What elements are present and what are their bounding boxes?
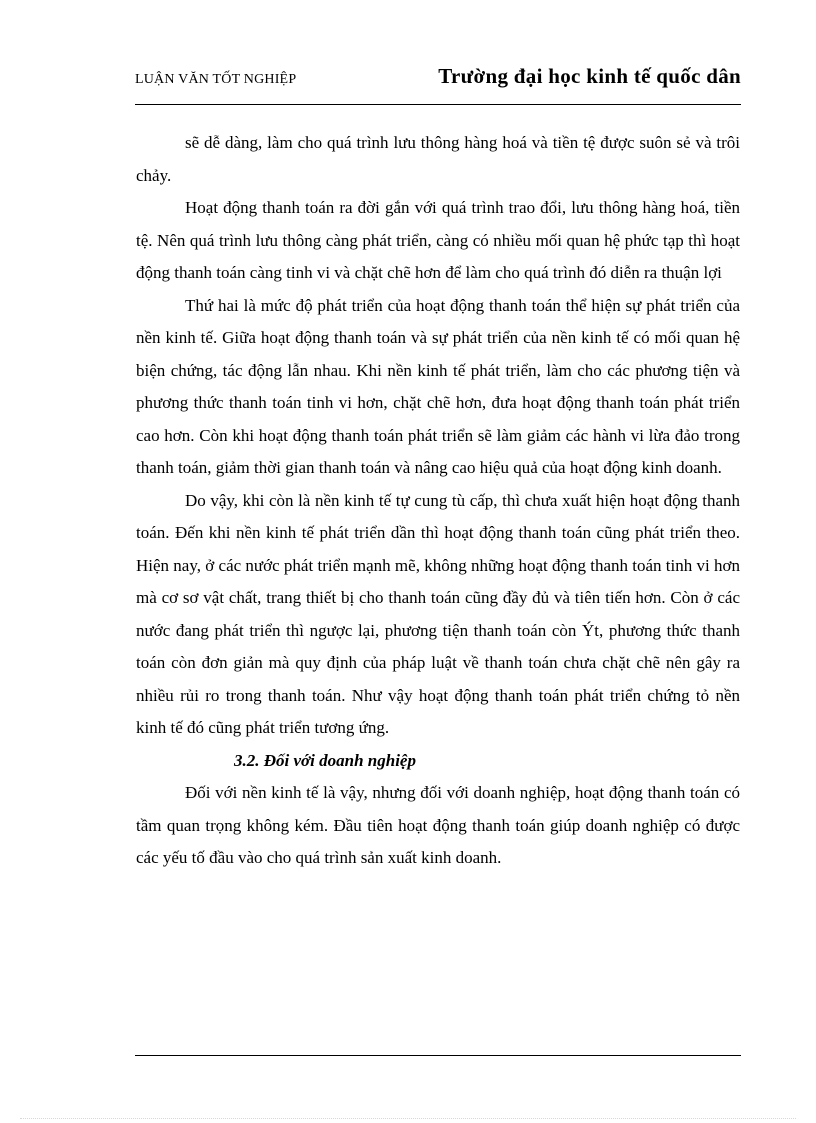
- page-bottom-border: [20, 1118, 796, 1119]
- footer-divider: [135, 1055, 741, 1056]
- paragraph-for-enterprises: Đối với nền kinh tế là vậy, nhưng đối với doanh nghiệp, hoạt động thanh toán có tầm quan trọng không kém. Đầu tiên hoạt động thanh toán giúp doanh nghiệp có được các yếu tố đầu vào cho quá trình sản xuất kinh doanh.: [136, 783, 740, 867]
- section-heading-3-2: 3.2. Đối với doanh nghiệp: [234, 750, 416, 770]
- header-thesis-label: LUẬN VĂN TỐT NGHIỆP: [135, 72, 297, 87]
- page-header: [135, 62, 741, 94]
- document-body: [136, 127, 740, 875]
- paragraph-payment-origin: Hoạt động thanh toán ra đời gắn với quá trình trao đổi, lưu thông hàng hoá, tiền tệ. Nên quá trình lưu thông càng phát triển, càng có nhiều mối quan hệ phức tạp thì hoạt động thanh toán càng tinh vi và chặt chẽ hơn để làm cho quá trình đó diễn ra thuận lợi: [136, 198, 740, 282]
- header-university-name: Trường đại học kinh tế quốc dân: [438, 64, 741, 88]
- paragraph-continuation: sẽ dễ dàng, làm cho quá trình lưu thông hàng hoá và tiền tệ được suôn sẻ và trôi chảy.: [136, 133, 740, 185]
- paragraph-development-level: Thứ hai là mức độ phát triển của hoạt động thanh toán thể hiện sự phát triển của nền kinh tế. Giữa hoạt động thanh toán và sự phát triển của nền kinh tế có mối quan hệ biện chứng, tác động lẫn nhau. Khi nền kinh tế phát triển, làm cho các phương tiện và phương thức thanh toán tinh vi hơn, chặt chẽ hơn, đưa hoạt động thanh toán phát triển cao hơn. Còn khi hoạt động thanh toán phát triển sẽ làm giảm các hành vi lừa đảo trong thanh toán, giảm thời gian thanh toán và nâng cao hiệu quả của hoạt động kinh doanh.: [136, 295, 740, 477]
- header-divider: [135, 104, 741, 105]
- paragraph-developing-countries: Do vậy, khi còn là nền kinh tế tự cung tù cấp, thì chưa xuất hiện hoạt động thanh toán. Đến khi nền kinh tế phát triển dần thì hoạt động thanh toán cũng phát triển theo. Hiện nay, ở các nước phát triển mạnh mẽ, không những hoạt động thanh toán tinh vi hơn mà cơ sơ vật chất, trang thiết bị cho thanh toán cũng đầy đủ và tiên tiến hơn. Còn ở các nước đang phát triển thì ngược lại, phương tiện thanh toán còn Ýt, phương thức thanh toán còn đơn giản mà quy định của pháp luật về thanh toán chưa chặt chẽ nên gây ra nhiều rủi ro trong thanh toán. Như vậy hoạt động thanh toán phát triển chứng tỏ nền kinh tế đó cũng phát triển tương ứng.: [136, 490, 740, 737]
